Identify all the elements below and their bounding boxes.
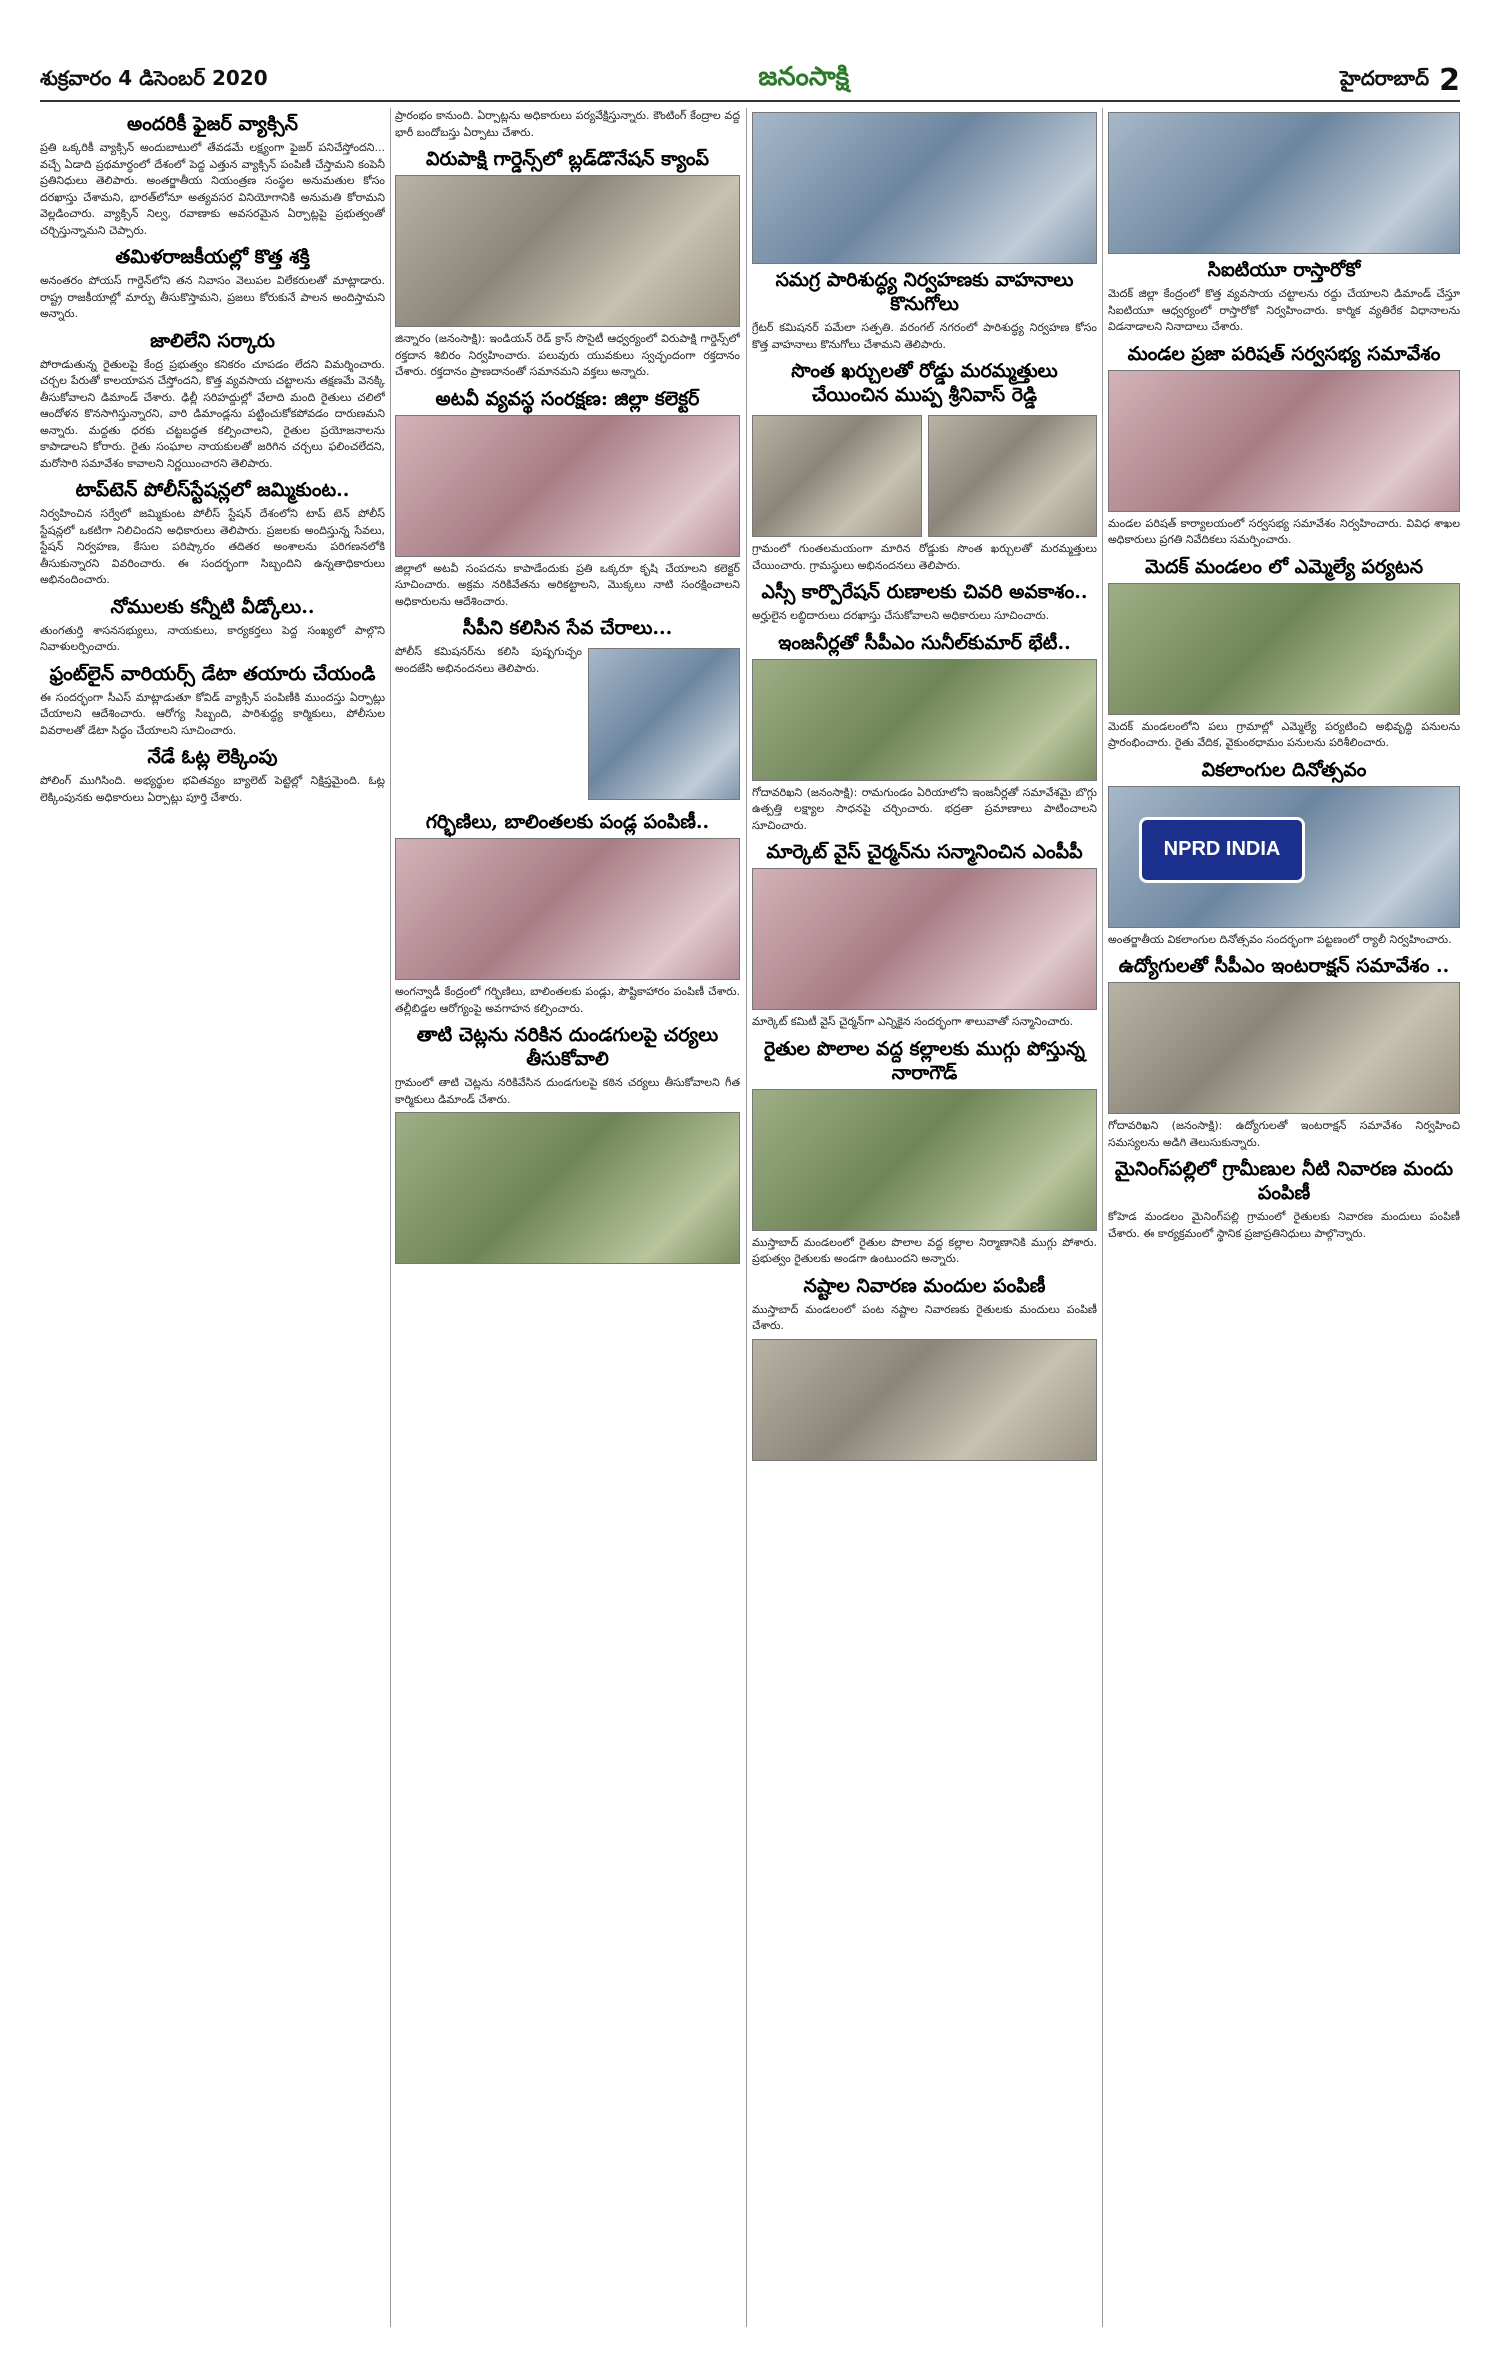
story-headline: వికలాంగుల దినోత్సవం: [1201, 758, 1367, 781]
story-headline: ఎస్సీ కార్పొరేషన్ రుణాలకు చివరి అవకాశం..: [761, 581, 1088, 603]
news-photo: [752, 1089, 1097, 1231]
story: [395, 810, 740, 1017]
story-headline: ఉద్యోగులతో సీపీఎం ఇంటరాక్షన్ సమావేశం ..: [1118, 955, 1450, 977]
story-headline: సమగ్ర పారిశుద్ధ్య నిర్వహణకు వాహనాలు కొనుగోలు: [775, 269, 1074, 315]
news-photo: [752, 659, 1097, 781]
story-headline: మార్కెట్ వైస్ చైర్మన్‌ను సన్మానించిన ఎంపీపీ: [766, 841, 1083, 863]
story: [395, 108, 740, 141]
news-photo: [588, 648, 740, 800]
story-body: పోలీస్ కమిషనర్‌ను కలిసి పుష్పగుచ్ఛం అందజేసి అభినందనలు తెలిపారు.: [395, 645, 582, 675]
news-photo: [395, 838, 740, 980]
story-headline: అందరికీ ఫైజర్ వ్యాక్సిన్: [127, 113, 298, 135]
story: [1108, 758, 1460, 949]
story-headline: మెదక్ మండలం లో ఎమ్మెల్యే పర్యటన: [1144, 555, 1424, 578]
story: [752, 1037, 1097, 1268]
nprd-banner: NPRD INDIA: [1139, 817, 1305, 883]
story-headline: విరుపాక్షి గార్డెన్స్‌లో బ్లడ్‌డొనేషన్ క్యాంప్: [426, 148, 709, 170]
news-photo: [395, 1112, 740, 1264]
story-body: గ్రేటర్ కమిషనర్ పమేలా సత్పతి. వరంగల్ నగరంలో పారిశుద్ధ్య నిర్వహణ కోసం కొత్త వాహనాలు కొనుగోలు చేశామని తెలిపారు.: [752, 321, 1097, 351]
story-body: పోలింగ్ ముగిసింది. అభ్యర్థుల భవితవ్యం బ్యాలెట్ పెట్టెల్లో నిక్షిప్తమైంది. ఓట్ల లెక్కింపునకు అధికారులు ఏర్పాట్లు పూర్తి చేశారు.: [40, 774, 385, 804]
news-photo: [1108, 786, 1460, 928]
story-headline: అటవీ వ్యవస్థ సంరక్షణ: జిల్లా కలెక్టర్: [435, 387, 700, 410]
news-photo: [395, 415, 740, 557]
story: [40, 478, 385, 589]
story-body: ప్రారంభం కానుంది. ఏర్పాట్లను అధికారులు పర్యవేక్షిస్తున్నారు. కౌంటింగ్ కేంద్రాల వద్ద భారీ బందోబస్తు ఏర్పాటు చేశారు.: [395, 109, 740, 139]
news-photo: [1108, 112, 1460, 254]
column-2: [395, 108, 740, 2327]
story-body: ముస్తాబాద్ మండలంలో రైతుల పొలాల వద్ద కల్లాల నిర్మాణానికి ముగ్గు పోశారు. ప్రభుత్వం రైతులకు అండగా ఉంటుందని అన్నారు.: [752, 1235, 1097, 1265]
story-headline: సీపీని కలిసిన సేవ చేరాలు...: [462, 617, 673, 639]
issue-date: శుక్రవారం 4 డిసెంబర్ 2020: [40, 65, 268, 90]
story: [395, 387, 740, 611]
story: [40, 329, 385, 473]
story-headline: ఇంజనీర్లతో సీపీఎం సునీల్‌కుమార్ భేటీ..: [778, 631, 1071, 654]
story-body: ముస్తాబాద్ మండలంలో పంట నష్టాల నివారణకు రైతులకు మందులు పంపిణీ చేశారు.: [752, 1302, 1097, 1332]
story: [1108, 342, 1460, 549]
story: [1108, 555, 1460, 752]
story-headline: నోములకు కన్నీటి వీడ్కోలు..: [110, 595, 315, 618]
news-photo: [752, 415, 922, 537]
story-body: గోదావరిఖని (జనంసాక్షి): రామగుండం ఏరియాలోని ఇంజనీర్లతో సమావేశమై బొగ్గు ఉత్పత్తి లక్ష్యాల సాధనపై చర్చించారు. భద్రతా ప్రమాణాలు పాటించాలని సూచించారు.: [752, 785, 1097, 832]
story-body: జిల్లాలో అటవీ సంపదను కాపాడేందుకు ప్రతి ఒక్కరూ కృషి చేయాలని కలెక్టర్ సూచించారు. అక్రమ నరికివేతను అరికట్టాలని, మొక్కలు నాటి సంరక్షించాలని అధికారులను ఆదేశించారు.: [395, 561, 740, 608]
news-photo: [1108, 370, 1460, 512]
news-photo: [928, 415, 1098, 537]
story: [40, 112, 385, 239]
story-body: గ్రామంలో తాటి చెట్లను నరికివేసిన దుండగులపై కఠిన చర్యలు తీసుకోవాలని గీత కార్మికులు డిమాండ్ చేశారు.: [395, 1076, 740, 1106]
story: [1108, 954, 1460, 1151]
story: [40, 595, 385, 656]
page-number: 2: [1439, 62, 1460, 98]
news-photo: [752, 868, 1097, 1010]
story-body: అంగన్వాడీ కేంద్రంలో గర్భిణిలు, బాలింతలకు పండ్లు, పౌష్టికాహారం పంపిణీ చేశారు. తల్లీబిడ్డల ఆరోగ్యంపై అవగాహన కల్పించారు.: [395, 985, 740, 1015]
story-body: తుంగతుర్తి శాసనసభ్యులు, నాయకులు, కార్యకర్తలు పెద్ద సంఖ్యలో పాల్గొని నివాళులర్పించారు.: [40, 623, 385, 653]
story: [752, 840, 1097, 1031]
story: [752, 112, 1097, 353]
news-photo: [1108, 982, 1460, 1114]
news-photo: [1108, 583, 1460, 715]
story: [395, 1023, 740, 1264]
story-body: మండల పరిషత్ కార్యాలయంలో సర్వసభ్య సమావేశం నిర్వహించారు. వివిధ శాఖల అధికారులు ప్రగతి నివేదికలు సమర్పించారు.: [1108, 516, 1460, 546]
story: [752, 359, 1097, 574]
story-headline: తాటి చెట్లను నరికిన దుండగులపై చర్యలు తీసుకోవాలి: [416, 1024, 719, 1070]
newspaper-logo: జనంసాక్షి: [758, 62, 850, 92]
story-body: మెదక్ మండలంలోని పలు గ్రామాల్లో ఎమ్మెల్యే పర్యటించి అభివృద్ధి పనులను ప్రారంభించారు. రైతు వేదిక, వైకుంఠధామం పనులను పరిశీలించారు.: [1108, 719, 1460, 749]
story-body: జిన్నారం (జనంసాక్షి): ఇండియన్ రెడ్ క్రాస్ సొసైటీ ఆధ్వర్యంలో విరుపాక్షి గార్డెన్స్‌లో రక్తదాన శిబిరం నిర్వహించారు. పలువురు యువకులు స్వచ్ఛందంగా రక్తదానం చేశారు. రక్తదానం ప్రాణదానంతో సమానమని వక్తలు అన్నారు.: [395, 332, 740, 378]
story-headline: సిఐటియూ రాస్తారోకో: [1207, 259, 1361, 281]
column-1: [40, 108, 385, 2327]
story: [1108, 112, 1460, 336]
story-body: ప్రతి ఒక్కరికీ వ్యాక్సిన్ అందుబాటులో తేవడమే లక్ష్యంగా ఫైజర్ పనిచేస్తోందని... వచ్చే ఏడాది ప్రథమార్ధంలో దేశంలో పెద్ద ఎత్తున వ్యాక్సిన్ పంపిణీ చేస్తామని కంపెనీ ప్రతినిధులు తెలిపారు. అంతర్జాతీయ నియంత్రణ సంస్థల అనుమతుల కోసం దరఖాస్తు చేశామని, భారత్‌లోనూ అత్యవసర వినియోగానికి అనుమతి కోరామని వెల్లడించారు. వ్యాక్సిన్ నిల్వ, రవాణాకు అవసరమైన ఏర్పాట్లపై ప్రభుత్వంతో చర్చిస్తున్నామని చెప్పారు.: [40, 141, 385, 237]
story-body: గ్రామంలో గుంతలమయంగా మారిన రోడ్డుకు సొంత ఖర్చులతో మరమ్మత్తులు చేయించారు. గ్రామస్థులు అభినందనలు తెలిపారు.: [752, 542, 1097, 572]
edition-city: హైదరాబాద్: [1340, 65, 1430, 90]
story-headline: రైతుల పొలాల వద్ద కల్లాలకు ముగ్గు పోస్తున్న నారాగౌడ్: [764, 1037, 1085, 1084]
story-headline: తమిళరాజకీయల్లో కొత్త శక్తి: [115, 246, 310, 268]
story-headline: నష్టాల నివారణ మందుల పంపిణీ: [803, 1274, 1046, 1297]
news-photo: [395, 175, 740, 327]
story: [1108, 1157, 1460, 1242]
masthead: [40, 60, 1460, 102]
story-body: గోదావరిఖని (జనంసాక్షి): ఉద్యోగులతో ఇంటరాక్షన్ సమావేశం నిర్వహించి సమస్యలను అడిగి తెలుసుకున్నారు.: [1108, 1119, 1460, 1149]
story-body: మార్కెట్ కమిటీ వైస్ చైర్మన్‌గా ఎన్నికైన సందర్భంగా శాలువాతో సన్మానించారు.: [752, 1015, 1074, 1028]
news-photo: [752, 1339, 1097, 1461]
story-body: ఈ సందర్భంగా సీఎస్ మాట్లాడుతూ కోవిడ్ వ్యాక్సిన్ పంపిణీకి ముందస్తు ఏర్పాట్లు చేయాలని ఆదేశించారు. ఆరోగ్య సిబ్బంది, పారిశుద్ధ్య కార్మికులు, పోలీసుల వివరాలతో డేటా సిద్ధం చేయాలని సూచించారు.: [40, 690, 385, 737]
story-headline: మండల ప్రజా పరిషత్ సర్వసభ్య సమావేశం: [1127, 342, 1441, 365]
column-3: [752, 108, 1097, 2327]
story: [395, 616, 740, 804]
story: [395, 147, 740, 381]
story-headline: గర్భిణిలు, బాలింతలకు పండ్ల పంపిణీ..: [425, 811, 710, 833]
masthead-right: [1340, 63, 1460, 98]
story-body: అంతర్జాతీయ వికలాంగుల దినోత్సవం సందర్భంగా పట్టణంలో ర్యాలీ నిర్వహించారు.: [1108, 932, 1452, 946]
story: [752, 631, 1097, 835]
story-body: మెదక్ జిల్లా కేంద్రంలో కొత్త వ్యవసాయ చట్టాలను రద్దు చేయాలని డిమాండ్ చేస్తూ సిఐటియూ ఆధ్వర్యంలో రాస్తారోకో నిర్వహించారు. కార్మిక వ్యతిరేక విధానాలను విడనాడాలని నినాదాలు చేశారు.: [1108, 287, 1460, 333]
story: [40, 662, 385, 740]
story-headline: సొంత ఖర్చులతో రోడ్డు మరమ్మత్తులు చేయించిన ముప్ప శ్రీనివాస్ రెడ్డి: [791, 360, 1058, 406]
story-body: నిర్వహించిన సర్వేలో జమ్మికుంట పోలీస్ స్టేషన్ దేశంలోని టాప్ టెన్ పోలీస్ స్టేషన్లలో ఒకటిగా నిలిచిందని అధికారులు తెలిపారు. ప్రజలకు అందిస్తున్న సేవలు, స్టేషన్ నిర్వహణ, కేసుల పరిష్కారం తదితర అంశాలను పరిగణనలోకి తీసుకున్నారని వివరించారు. ఈ సందర్భంగా సిబ్బందిని ఉన్నతాధికారులు అభినందించారు.: [40, 507, 385, 586]
story: [40, 245, 385, 323]
story: [40, 745, 385, 806]
story-headline: టాప్‌టెన్ పోలీస్‌స్టేషన్లలో జమ్మికుంట..: [75, 479, 350, 501]
news-photo: [752, 112, 1097, 264]
story-body: అర్హులైన లబ్ధిదారులు దరఖాస్తు చేసుకోవాలని అధికారులు సూచించారు.: [752, 609, 1050, 622]
story: [752, 1274, 1097, 1461]
column-4: [1108, 108, 1460, 2327]
story-body: అనంతరం పోయస్ గార్డెన్‌లోని తన నివాసం వెలుపల విలేకరులతో మాట్లాడారు. రాష్ట్ర రాజకీయాల్లో మార్పు తీసుకొస్తామని, ప్రజలు కోరుకునే పాలన అందిస్తామని అన్నారు.: [40, 274, 385, 320]
story-headline: ఫ్రంట్‌లైన్ వారియర్స్ డేటా తయారు చేయండి: [49, 662, 376, 685]
story-headline: జాలిలేని సర్కారు: [150, 329, 275, 352]
story-body: కోహెడ మండలం మైనింగ్‌పల్లి గ్రామంలో రైతులకు నివారణ మందులు పంపిణీ చేశారు. ఈ కార్యక్రమంలో స్థానిక ప్రజాప్రతినిధులు పాల్గొన్నారు.: [1108, 1210, 1460, 1240]
story: [752, 580, 1097, 625]
story-headline: నేడే ఓట్ల లెక్కింపు: [147, 746, 278, 768]
story-headline: మైనింగ్‌పల్లిలో గ్రామీణుల నీటి నివారణ మందు పంపిణీ: [1114, 1158, 1454, 1204]
story-body: పోరాడుతున్న రైతులపై కేంద్ర ప్రభుత్వం కనికరం చూపడం లేదని విమర్శించారు. చర్చల పేరుతో కాలయాపన చేస్తోందని, కొత్త వ్యవసాయ చట్టాలను తక్షణమే వెనక్కి తీసుకోవాలని డిమాండ్ చేశారు. ఢిల్లీ సరిహద్దుల్లో వేలాది మంది రైతులు చలిలో ఆందోళన కొనసాగిస్తున్నారని, వారి డిమాండ్లను పట్టించుకోకపోవడం దారుణమని అన్నారు. మద్దతు ధరకు చట్టబద్ధత కల్పించాలని, రైతుల ప్రయోజనాలను కాపాడాలని కోరారు. రైతు సంఘాల నాయకులతో జరిగిన చర్చలు ఫలించలేదని, మరోసారి సమావేశం కావాలని నిర్ణయించారని తెలిపారు.: [40, 357, 385, 470]
